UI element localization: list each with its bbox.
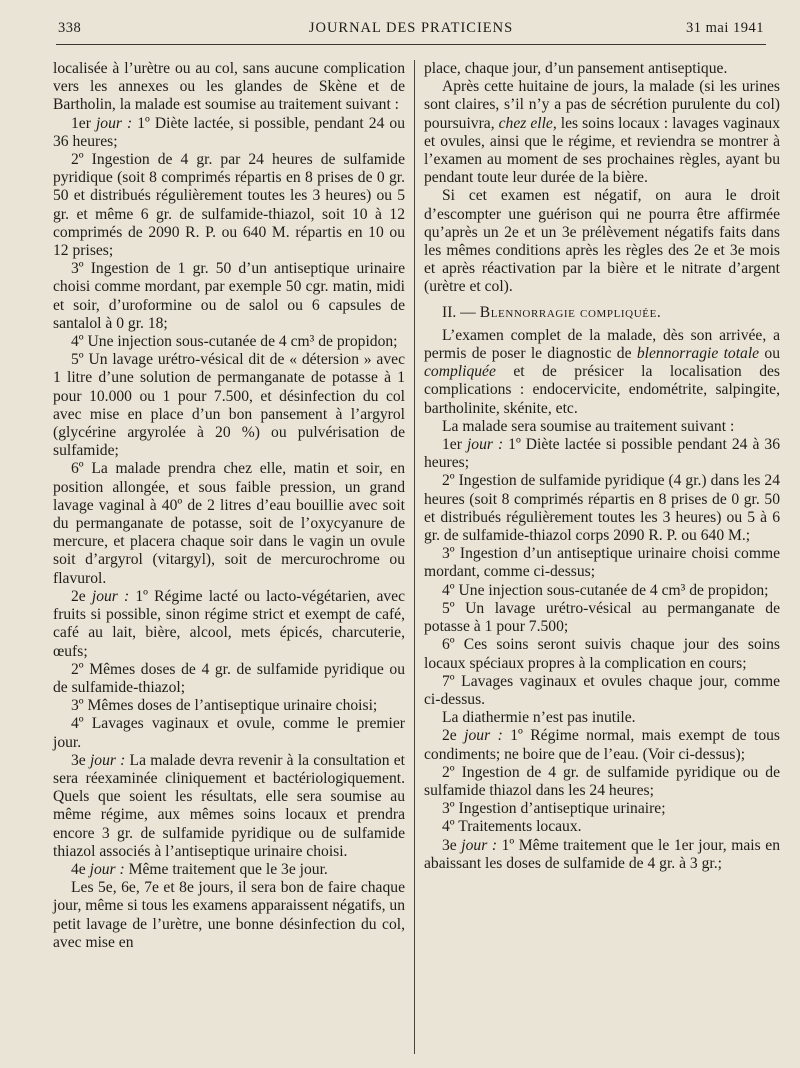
text-run: et de présicer la localisation des complications : endocervicite, endométrite, salpingite, bartholinite, skénite, etc.	[424, 363, 780, 417]
paragraph	[424, 327, 780, 418]
text-run: L’examen complet de la malade, dès son arrivée, a permis de poser le diagnostic de	[424, 326, 780, 363]
page-number: 338	[58, 20, 82, 36]
text-run: 1er	[71, 114, 96, 132]
section-heading	[424, 304, 780, 322]
paragraph	[424, 78, 780, 187]
text-run: 1º Même traitement que le 1er jour, mais en abaissant les doses de sulfamide de 4 gr. à 3 gr.;	[424, 836, 780, 872]
header-rule	[56, 44, 766, 45]
text-run: 4e	[71, 860, 90, 878]
paragraph	[424, 187, 780, 296]
text-run: 1º Diète lactée si possible pendant 24 à 36 heures;	[424, 436, 780, 472]
paragraph	[424, 436, 780, 472]
paragraph	[424, 418, 780, 436]
paragraph	[53, 861, 405, 879]
small-caps-title: Blennorragie compliquée.	[479, 303, 662, 321]
text-run: Les 5e, 6e, 7e et 8e jours, il sera bon de faire chaque jour, même si tous les examens apparaissent négatifs, un petit lavage de l’urètre, une bonne désinfection du col, avec mise en	[53, 879, 405, 951]
text-run: 3º Ingestion de 1 gr. 50 d’un antiseptique urinaire choisi comme mordant, par exemple 50 cgr. matin, midi et soir, d’uroformine ou de salol ou 6 capsules de santalol à 0 gr. 18;	[53, 260, 405, 332]
text-run: 2e	[442, 727, 465, 745]
paragraph	[424, 727, 780, 763]
text-run: 5º Un lavage urétro-vésical au permanganate de potasse à 1 pour 7.500;	[424, 599, 780, 636]
text-run: 3e	[442, 836, 462, 854]
text-run: La diathermie n’est pas inutile.	[442, 709, 636, 727]
text-run: 1º Diète lactée, si possible, pendant 24 ou 36 heures;	[53, 114, 405, 150]
italic-text: jour :	[95, 114, 133, 132]
text-run: Si cet examen est négatif, on aura le droit d’escompter une guérison qui ne pourra être affirmée qu’après un 2e et un 3e prélèvement négatifs faits dans les mêmes conditions après les règles des 2e et 3e mois et après réactivation par la bière et le nitrate d’argent (urètre et col).	[424, 187, 780, 296]
paragraph	[424, 837, 780, 873]
issue-date: 31 mai 1941	[686, 20, 764, 36]
text-run: 2º Ingestion de sulfamide pyridique (4 gr.) dans les 24 heures (soit 8 comprimés répartis en 8 prises de 0 gr. 50 et distribués régulièrement toutes les 3 heures) ou 5 à 6 gr. de sulfamide-thiazol corps 2090 R. P. ou 640 M.;	[424, 472, 780, 545]
italic-text: blennorragie totale	[636, 345, 760, 363]
paragraph	[53, 697, 405, 715]
text-run: 5º Un lavage urétro-vésical dit de « détersion » avec 1 litre d’une solution de permanganate de potasse à 1 pour 10.000 ou 1 pour 7.500, et désinfection du col avec mise en place d’un bon pansement à l’argyrol (glycérine argyrolée à 20 %) ou pulvérisation de sulfamide;	[53, 351, 405, 460]
paragraph	[53, 588, 405, 661]
italic-text: jour :	[464, 727, 503, 745]
paragraph	[53, 115, 405, 151]
text-run: 1º Régime normal, mais exempt de tous condiments; ne boire que de l’eau. (Voir ci-dessus);	[424, 727, 781, 763]
paragraph	[53, 333, 405, 351]
text-run: La malade devra revenir à la consultation et sera réexaminée cliniquement et bactériologiquement. Quels que soient les résultats, elle sera soumise au même régime, aux mêmes soins locaux et prendra encore 3 gr. de sulfamide pyridique ou de sulfamide thiazol associés à l’antiseptique urinaire choisi.	[53, 751, 405, 860]
paragraph	[53, 460, 405, 587]
paragraph	[53, 351, 405, 460]
text-run: 4º Une injection sous-cutanée de 4 cm³ de propidon;	[442, 581, 769, 599]
paragraph	[424, 818, 780, 836]
paragraph	[424, 472, 780, 545]
paragraph	[424, 764, 780, 800]
text-run: place, chaque jour, d’un pansement antiseptique.	[424, 60, 728, 77]
text-run: 1er	[442, 436, 467, 454]
text-run: 4º Lavages vaginaux et ovule, comme le premier jour.	[53, 715, 405, 751]
paragraph	[424, 600, 780, 636]
paragraph	[53, 60, 405, 115]
italic-text: jour :	[89, 751, 126, 769]
text-run: , les soins locaux : lavages vaginaux et ovules, ainsi que le régime, et reviendra se montrer à l’examen au moment de ses prochaines règles, ayant bu pendant toute leur durée de la bière.	[424, 114, 780, 187]
paragraph	[424, 60, 780, 78]
italic-text: jour :	[461, 836, 498, 854]
text-run: 2º Ingestion de 4 gr. de sulfamide pyridique ou de sulfamide thiazol dans les 24 heures;	[424, 763, 780, 799]
paragraph	[53, 151, 405, 260]
paragraph	[53, 715, 405, 751]
text-run: 2º Ingestion de 4 gr. par 24 heures de sulfamide pyridique (soit 8 comprimés répartis en 8 prises de 0 gr. 50 et distribués régulièrement toutes les 3 heures) ou 5 gr. et même 6 gr. de sulfamide-thiazol, soit 10 à 12 comprimés de 2090 R. P. ou 640 M. répartis en 10 ou 12 prises;	[53, 151, 405, 260]
paragraph	[424, 582, 780, 600]
text-run: 3º Ingestion d’un antiseptique urinaire choisi comme mordant, comme ci-dessus;	[424, 545, 780, 581]
paragraph	[424, 636, 780, 672]
text-run: 6º La malade prendra chez elle, matin et soir, en position allongée, et sous faible pression, un grand lavage vaginal à 40º de 2 litres d’eau bouillie avec soit du permanganate de potasse, soit de l’oxycyanure de mercure, et placera chaque soir dans le vagin un ovule soit d’argyrol (vitargyl), soit de mercurochrome ou flavurol.	[53, 460, 405, 587]
text-run: 1º Régime lacté ou lacto-végétarien, avec fruits si possible, sinon régime strict et exempt de café, café au lait, bière, alcool, mets épicés, charcuterie, œufs;	[53, 587, 406, 660]
paragraph	[424, 673, 780, 709]
text-run: 2e	[71, 587, 92, 605]
italic-text: compliquée	[424, 363, 496, 381]
paragraph	[53, 879, 405, 952]
running-header	[58, 20, 764, 42]
text-run: 2º Mêmes doses de 4 gr. de sulfamide pyridique ou de sulfamide-thiazol;	[53, 660, 405, 696]
paragraph	[424, 709, 780, 727]
column-divider	[414, 60, 415, 1054]
text-run: ou	[759, 345, 780, 363]
italic-text: jour :	[89, 860, 125, 878]
text-run: 4º Traitements locaux.	[442, 818, 582, 836]
text-run: 3e	[71, 751, 90, 769]
italic-text: jour :	[91, 587, 130, 605]
italic-text: jour :	[466, 436, 504, 454]
paragraph	[53, 260, 405, 333]
text-run: Même traitement que le 3e jour.	[124, 860, 328, 878]
paragraph	[424, 545, 780, 581]
text-run: Après cette huitaine de jours, la malade (si les urines sont claires, s’il n’y a pas de sécrétion purulente du col) poursuivra,	[424, 78, 780, 132]
text-run: localisée à l’urètre ou au col, sans aucune complication vers les annexes ou les glandes de Skène et de Bartholin, la malade est soumise au traitement suivant :	[53, 60, 405, 114]
paragraph	[424, 800, 780, 818]
paragraph	[53, 752, 405, 861]
right-column	[424, 60, 780, 873]
text-run: 3º Mêmes doses de l’antiseptique urinaire choisi;	[71, 697, 378, 715]
text-run: 7º Lavages vaginaux et ovules chaque jour, comme ci-dessus.	[424, 672, 780, 708]
journal-title: JOURNAL DES PRATICIENS	[308, 20, 514, 36]
text-run: 3º Ingestion d’antiseptique urinaire;	[442, 800, 666, 818]
text-run: La malade sera soumise au traitement suivant :	[442, 417, 735, 435]
text-run: II. —	[442, 303, 480, 321]
text-run: 4º Une injection sous-cutanée de 4 cm³ de propidon;	[71, 333, 398, 351]
left-column	[53, 60, 405, 952]
text-run: 6º Ces soins seront suivis chaque jour des soins locaux spéciaux propres à la complication en cours;	[424, 636, 780, 672]
paragraph	[53, 661, 405, 697]
italic-text: chez elle	[498, 114, 553, 132]
